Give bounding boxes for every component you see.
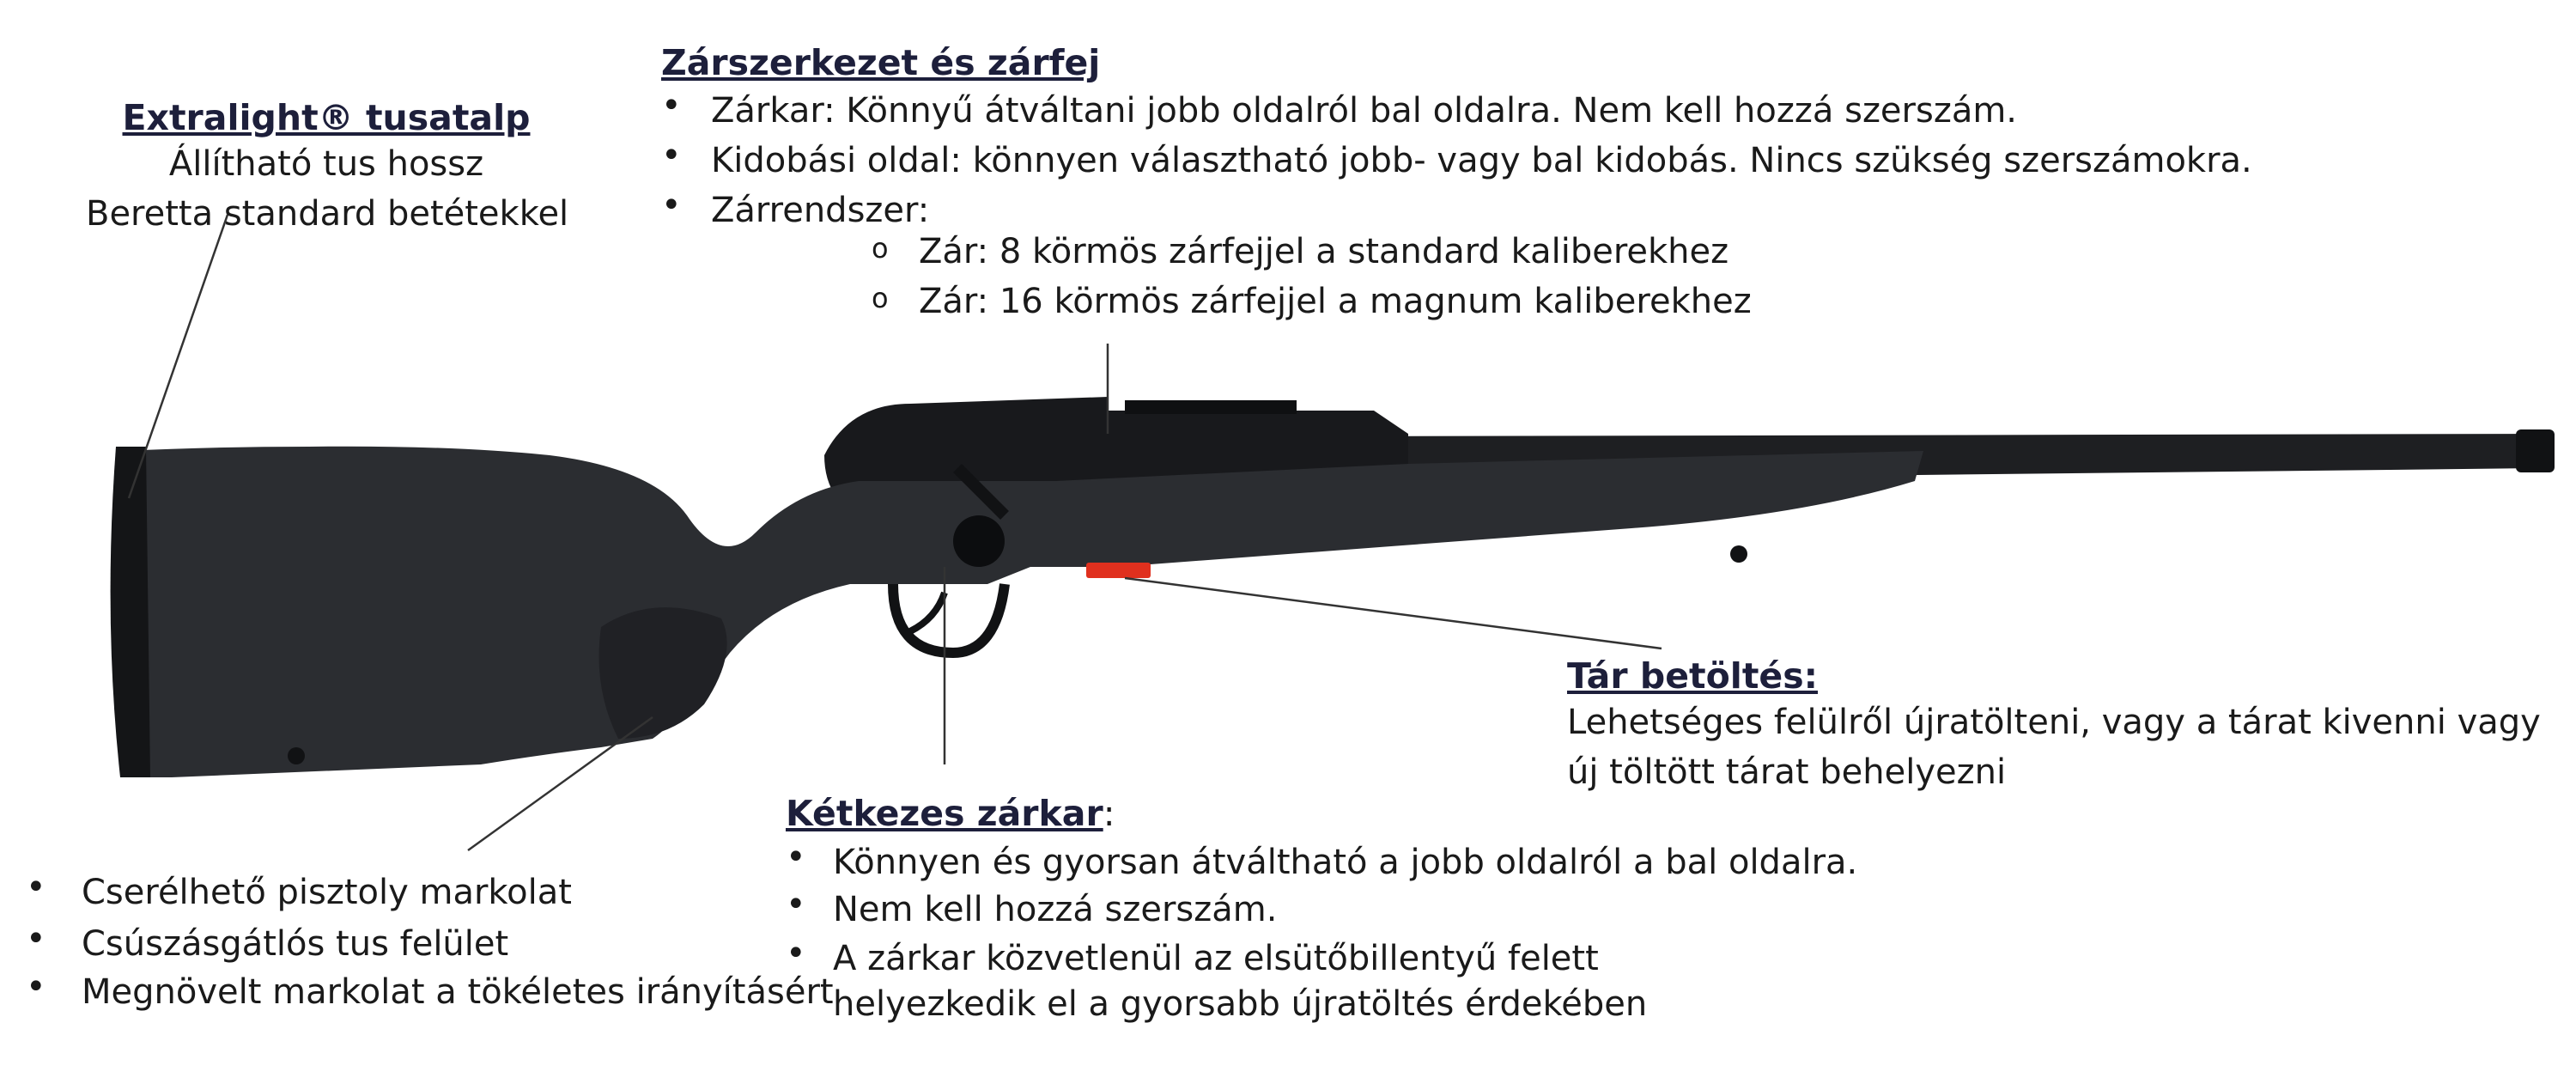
- bolt-bullet-text: Zárkar: Könnyű átváltani jobb oldalról bal oldalra. Nem kell hozzá szerszám.: [711, 91, 2018, 131]
- magazine-heading: Tár betöltés:: [1567, 655, 1819, 697]
- handle-bullet-text: Könnyen és gyorsan átváltható a jobb oldalról a bal oldalra.: [833, 843, 1858, 882]
- rifle-trigger-guard: [893, 584, 1005, 653]
- bolt-bullet-text: Zárrendszer:: [711, 191, 930, 230]
- handle-heading-row: [786, 792, 1115, 835]
- bolt-bullet-text: Kidobási oldal: könnyen választható jobb- vagy bal kidobás. Nincs szükség szerszámokra.: [711, 141, 2252, 180]
- grip-bullet-text: Cserélhető pisztoly markolat: [82, 873, 572, 912]
- rifle-bolt-knob: [953, 515, 1005, 567]
- handle-continuation: helyezkedik el a gyorsabb újratöltés érdekében: [833, 984, 1648, 1024]
- stock-line: Állítható tus hossz: [168, 144, 484, 184]
- stock-heading: Extralight® tusatalp: [122, 97, 531, 138]
- stock-line: Beretta standard betétekkel: [86, 194, 569, 234]
- handle-heading: Kétkezes zárkar: [786, 793, 1103, 834]
- bolt-heading: Zárszerkezet és zárfej: [661, 42, 1101, 83]
- magazine-line: új töltött tárat behelyezni: [1567, 752, 2007, 792]
- rifle-grip: [599, 607, 727, 739]
- rifle-scope-rail: [1125, 400, 1297, 414]
- magazine-section: [1567, 655, 2541, 797]
- rifle-muzzle: [2516, 429, 2555, 472]
- stock-section: [86, 96, 567, 239]
- leader-magazine: [1125, 578, 1662, 649]
- bolt-sub-bullet-text: Zár: 16 körmös zárfejjel a magnum kaliberekhez: [919, 282, 1752, 321]
- bolt-sub-bullet-text: Zár: 8 körmös zárfejjel a standard kaliberekhez: [919, 232, 1729, 271]
- magazine-release: [1086, 563, 1151, 578]
- magazine-line: Lehetséges felülről újratölteni, vagy a tárat kivenni vagy: [1567, 703, 2541, 742]
- grip-bullet-text: Megnövelt markolat a tökéletes irányításért: [82, 972, 834, 1012]
- handle-bullet-text: A zárkar közvetlenül az elsütőbillentyű felett: [833, 939, 1599, 978]
- handle-bullet-text: Nem kell hozzá szerszám.: [833, 890, 1278, 929]
- grip-bullet-text: Csúszásgátlós tus felület: [82, 924, 509, 964]
- handle-heading-suffix: :: [1103, 793, 1115, 834]
- rifle-trigger: [910, 593, 945, 631]
